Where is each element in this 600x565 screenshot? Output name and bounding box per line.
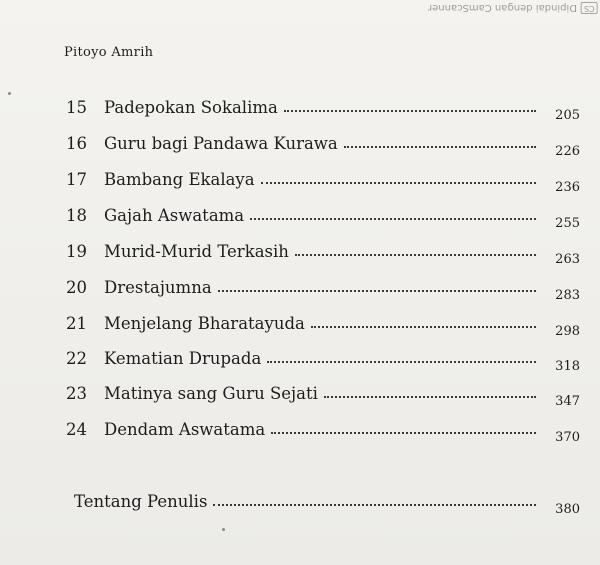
dot-leader: [213, 504, 536, 506]
chapter-title: Murid-Murid Terkasih: [104, 241, 289, 261]
toc-entry: [66, 230, 580, 267]
chapter-title: Padepokan Sokalima: [104, 97, 278, 117]
page-number: 370: [555, 430, 580, 445]
page-number: 263: [555, 252, 580, 267]
chapter-number: 24: [66, 419, 87, 439]
chapter-title: Guru bagi Pandawa Kurawa: [104, 133, 338, 153]
dot-leader: [284, 110, 536, 112]
chapter-number: 17: [66, 169, 87, 189]
dot-leader: [344, 146, 536, 148]
toc-entry: [66, 122, 580, 159]
toc-entry: [66, 194, 580, 231]
toc-entry-about-author: [74, 480, 580, 517]
chapter-title: Menjelang Bharatayuda: [104, 313, 305, 333]
toc-entry: [66, 158, 580, 195]
chapter-number: 21: [66, 313, 87, 333]
dot-leader: [267, 361, 536, 363]
scan-speck: [222, 528, 225, 531]
chapter-title: Bambang Ekalaya: [104, 169, 255, 189]
about-author-title: Tentang Penulis: [74, 491, 208, 511]
scan-speck: [8, 92, 11, 95]
dot-leader: [324, 396, 536, 398]
watermark-text: Dipindai dengan CamScanner: [428, 2, 578, 14]
running-header-author: Pitoyo Amrih: [64, 45, 154, 60]
dot-leader: [271, 432, 536, 434]
chapter-title: Matinya sang Guru Sejati: [104, 383, 318, 403]
page-number: 205: [555, 108, 580, 123]
chapter-number: 23: [66, 383, 87, 403]
page-number: 226: [555, 144, 580, 159]
toc-entry: [66, 337, 580, 374]
page-number: 283: [555, 288, 580, 303]
page-number: 380: [555, 502, 580, 517]
chapter-number: 16: [66, 133, 87, 153]
dot-leader: [295, 254, 536, 256]
page-number: 236: [555, 180, 580, 195]
page-number: 255: [555, 216, 580, 231]
toc-entry: [66, 408, 580, 445]
chapter-number: 22: [66, 348, 87, 368]
chapter-number: 20: [66, 277, 87, 297]
chapter-title: Drestajumna: [104, 277, 212, 297]
toc-entry: [66, 86, 580, 123]
dot-leader: [311, 326, 536, 328]
chapter-number: 19: [66, 241, 87, 261]
chapter-number: 15: [66, 97, 87, 117]
toc-entry: [66, 372, 580, 409]
dot-leader: [261, 182, 536, 184]
page-number: 298: [555, 324, 580, 339]
toc-entry: [66, 266, 580, 303]
chapter-number: 18: [66, 205, 87, 225]
chapter-title: Kematian Drupada: [104, 348, 262, 368]
dot-leader: [218, 290, 536, 292]
scanner-watermark: [428, 2, 598, 14]
dot-leader: [250, 218, 536, 220]
page-number: 318: [555, 359, 580, 374]
toc-entry: [66, 302, 580, 339]
page-number: 347: [555, 394, 580, 409]
chapter-title: Gajah Aswatama: [104, 205, 245, 225]
camscanner-icon: CS: [581, 2, 598, 14]
chapter-title: Dendam Aswatama: [104, 419, 266, 439]
